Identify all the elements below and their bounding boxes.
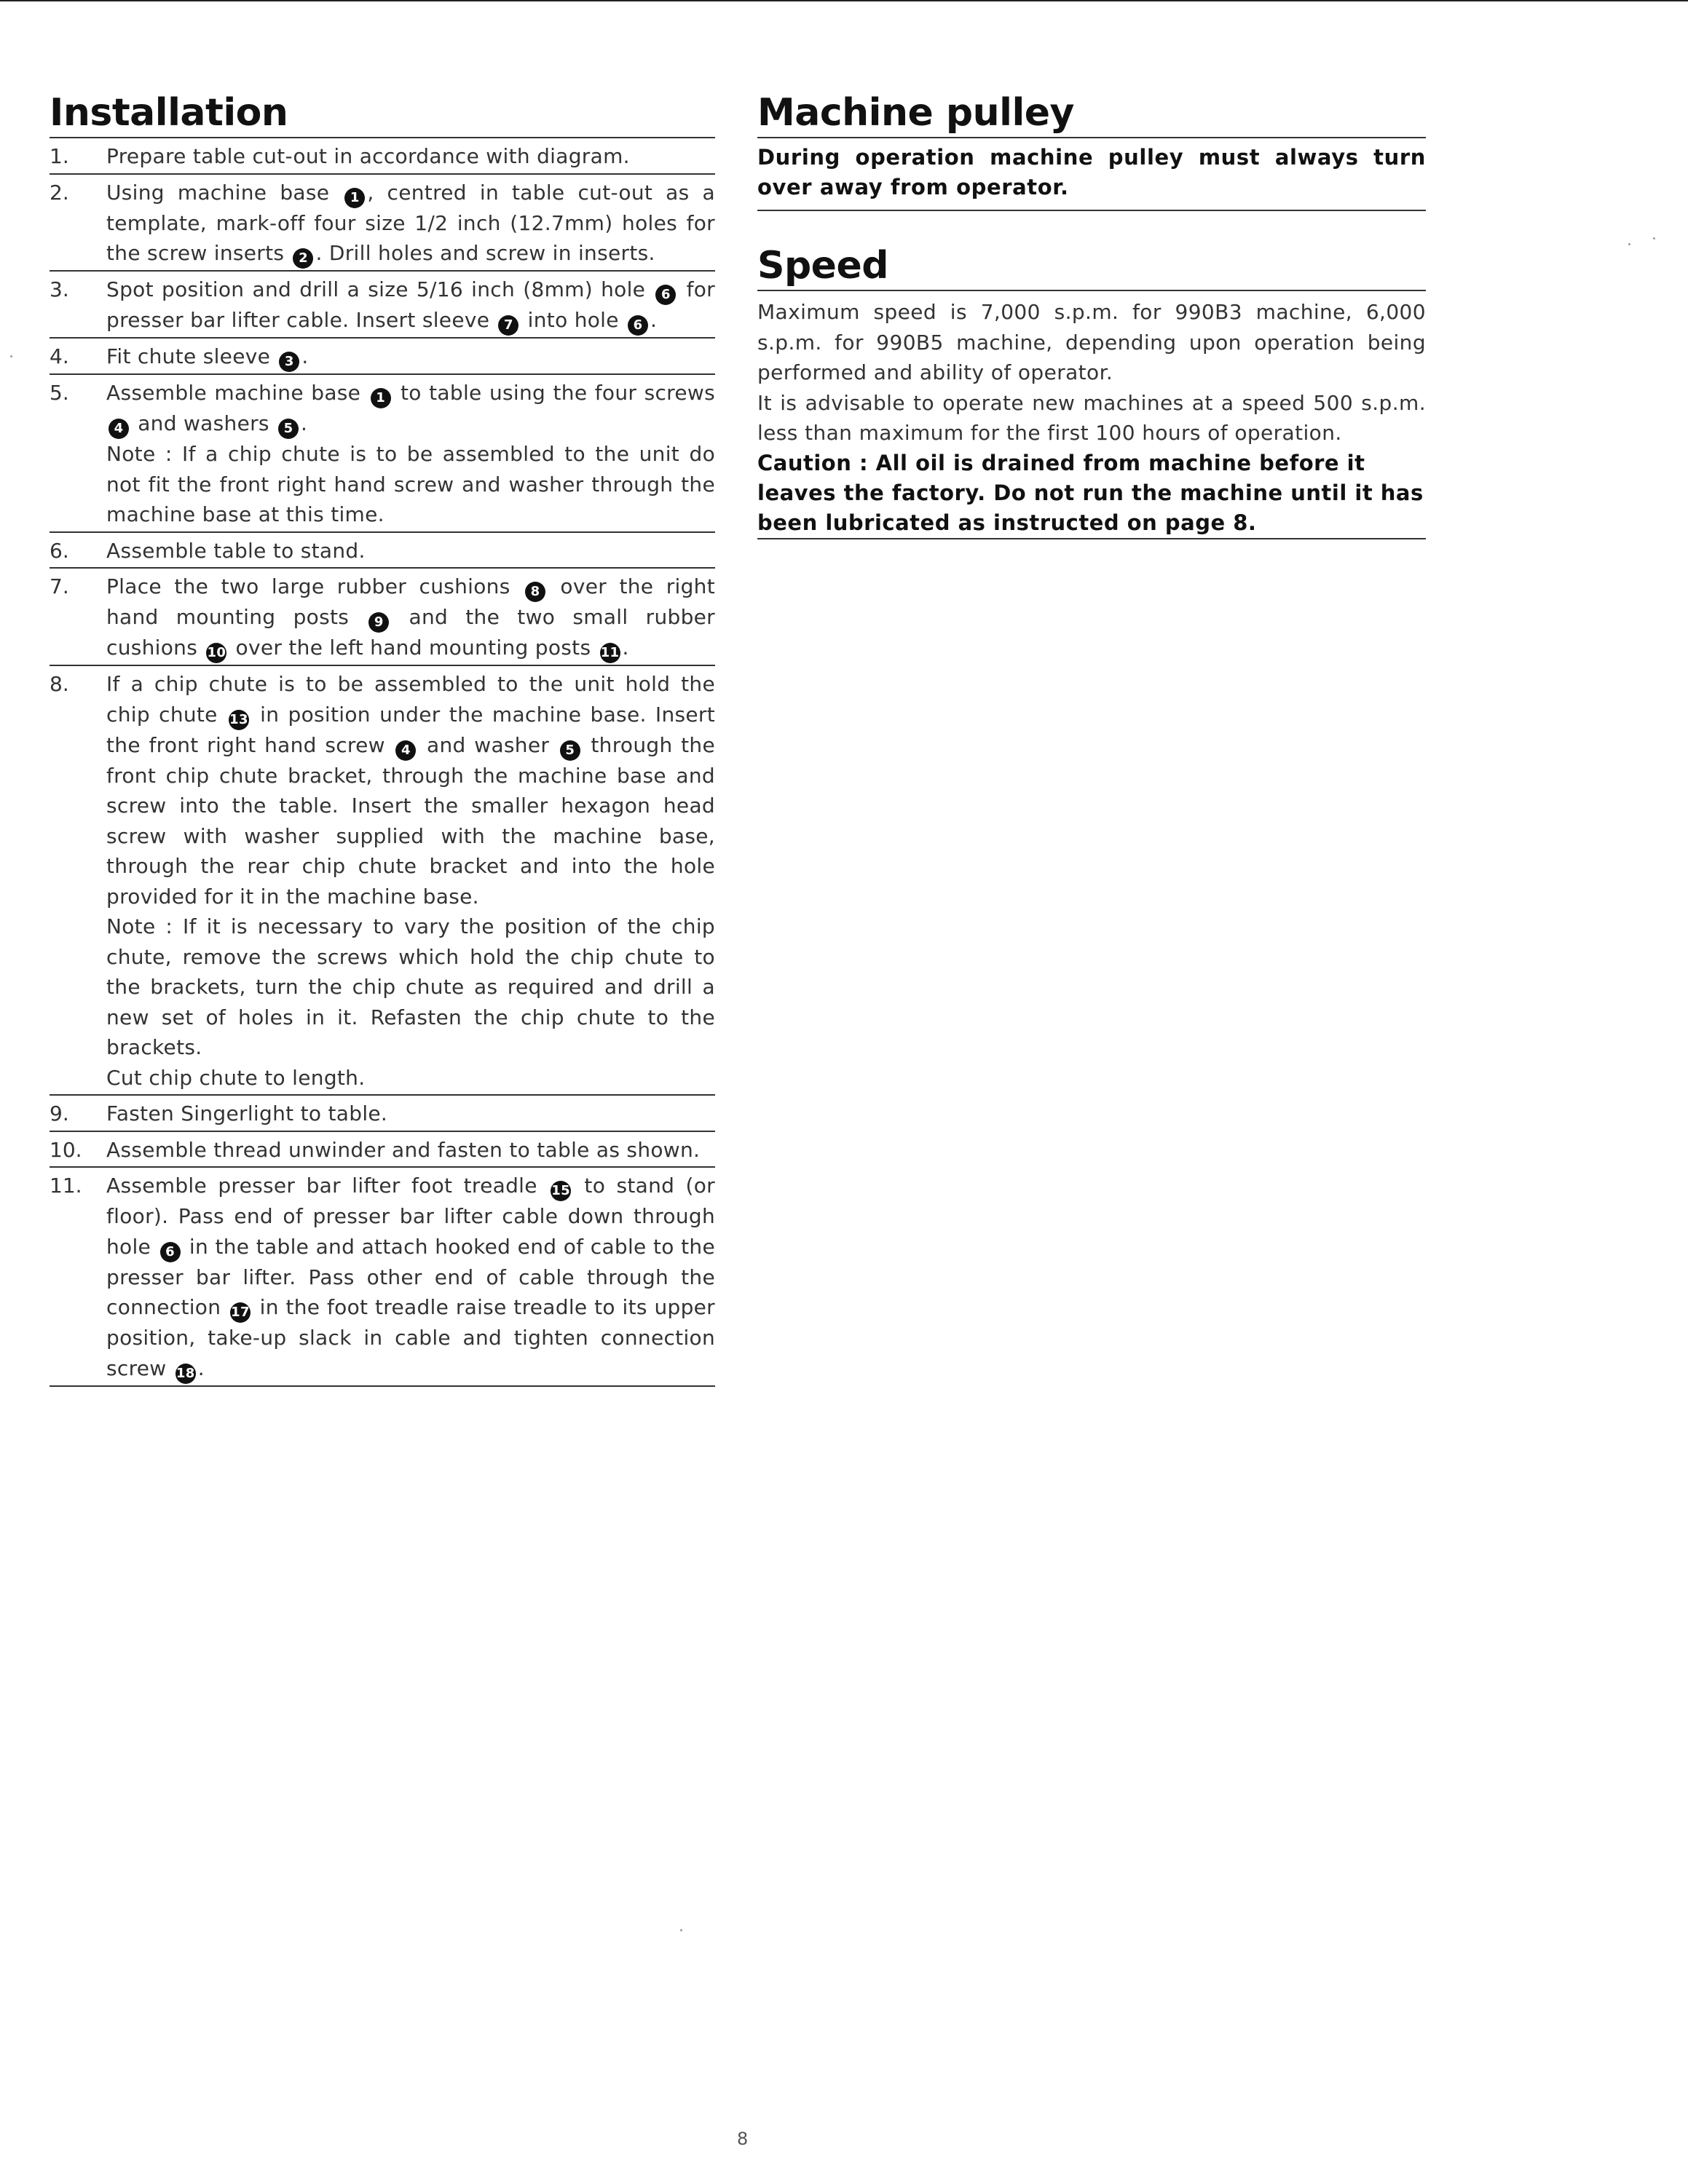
part-number-badge: 10 bbox=[206, 643, 226, 663]
scan-speck bbox=[680, 1929, 682, 1931]
speed-paragraph-2: It is advisable to operate new machines at a speed 500 s.p.m. less than maximum for the first 100 hours of operation. bbox=[757, 390, 1426, 445]
step-text bbox=[106, 571, 715, 663]
part-number-badge: 5 bbox=[560, 740, 580, 761]
step-text-fragment: for presser bar lifter cable. Insert sleeve bbox=[106, 277, 715, 332]
part-number-badge: 6 bbox=[160, 1242, 181, 1262]
caution-rule bbox=[757, 538, 1426, 539]
step-number: 1. bbox=[50, 144, 69, 168]
pulley-text: During operation machine pulley must always turn over away from operator. bbox=[757, 145, 1426, 199]
part-number-badge: 6 bbox=[655, 285, 676, 305]
caution-text: : All oil is drained from machine before it leaves the factory. Do not run the machine until it has been lubricated as instructed on page 8. bbox=[757, 450, 1424, 535]
speed-box bbox=[757, 290, 1426, 539]
step-number: 7. bbox=[50, 574, 69, 598]
scan-speck bbox=[1628, 243, 1630, 245]
step-text-fragment: . bbox=[301, 344, 309, 368]
step-text-fragment: in the foot treadle raise treadle to its upper position, take-up slack in cable and tighten connection screw bbox=[106, 1295, 715, 1380]
step-text-fragment: and washer bbox=[418, 732, 558, 757]
step-text-fragment: to table using the four screws bbox=[393, 381, 715, 405]
step-number: 3. bbox=[50, 277, 69, 301]
step-text-fragment: , centred in table cut-out as a template, mark-off four size 1/2 inch (12.7mm) holes for the screw inserts bbox=[106, 180, 715, 265]
step-body bbox=[106, 378, 715, 530]
step-text-fragment: and the two small rubber cushions bbox=[106, 605, 715, 660]
step-number: 2. bbox=[50, 180, 69, 205]
step-number: 5. bbox=[50, 381, 69, 405]
installation-step bbox=[50, 138, 715, 175]
step-note: Note : If it is necessary to vary the position of the chip chute, remove the screws which hold the chip chute to the brackets, turn the chip chute as required and drill a new set of holes in it. Refasten the chip chute to the brackets. bbox=[106, 914, 715, 1059]
installation-step bbox=[50, 375, 715, 533]
caution-label: Caution bbox=[757, 450, 852, 475]
step-text bbox=[106, 178, 715, 269]
step-text bbox=[106, 274, 715, 336]
installation-title: Installation bbox=[50, 91, 288, 135]
installation-step bbox=[50, 569, 715, 666]
part-number-badge: 15 bbox=[551, 1181, 571, 1201]
pulley-title: Machine pulley bbox=[757, 91, 1074, 135]
installation-steps bbox=[50, 137, 715, 1387]
step-text bbox=[106, 669, 715, 911]
step-text-fragment: Place the two large rubber cushions bbox=[106, 574, 524, 598]
step-number: 6. bbox=[50, 538, 69, 563]
step-text-fragment: . Drill holes and screw in inserts. bbox=[315, 241, 655, 265]
speed-title: Speed bbox=[757, 244, 888, 288]
part-number-badge: 5 bbox=[278, 419, 299, 439]
step-text-fragment: in position under the machine base. Insert the front right hand screw bbox=[106, 702, 716, 757]
installation-step bbox=[50, 1132, 715, 1168]
right-column bbox=[757, 89, 1426, 539]
step-text-fragment: . bbox=[197, 1356, 205, 1380]
installation-step bbox=[50, 175, 715, 272]
step-text-fragment: If a chip chute is to be assembled to the unit hold the chip chute bbox=[106, 672, 715, 727]
part-number-badge: 18 bbox=[175, 1364, 196, 1384]
part-number-badge: 9 bbox=[368, 612, 389, 633]
step-body bbox=[106, 1135, 715, 1166]
part-number-badge: 4 bbox=[109, 419, 129, 439]
part-number-badge: 1 bbox=[371, 388, 391, 408]
step-number: 4. bbox=[50, 344, 69, 368]
step-body bbox=[106, 274, 715, 336]
installation-step bbox=[50, 339, 715, 375]
part-number-badge: 17 bbox=[230, 1302, 251, 1323]
installation-step bbox=[50, 533, 715, 569]
part-number-badge: 4 bbox=[395, 740, 416, 761]
step-number: 10. bbox=[50, 1137, 82, 1162]
step-text-fragment: Assemble machine base bbox=[106, 381, 368, 405]
step-body bbox=[106, 669, 715, 1093]
step-body bbox=[106, 178, 715, 269]
speed-paragraph-1: Maximum speed is 7,000 s.p.m. for 990B3 machine, 6,000 s.p.m. for 990B5 machine, depending upon operation being performed and ability of operator. bbox=[757, 300, 1426, 384]
page-number: 8 bbox=[737, 2129, 749, 2149]
part-number-badge: 6 bbox=[628, 315, 648, 336]
step-text-fragment: Spot position and drill a size 5/16 inch (8mm) hole bbox=[106, 277, 654, 301]
step-text-fragment: . bbox=[650, 308, 658, 332]
part-number-badge: 8 bbox=[525, 582, 545, 602]
step-text-fragment: into hole bbox=[521, 308, 626, 332]
step-text bbox=[106, 378, 715, 439]
step-text bbox=[106, 1171, 715, 1384]
step-text-fragment: through the front chip chute bracket, through the machine base and screw into the table. Insert the smaller hexagon head screw with washer supplied with the machine base, through the rear chip chute bracket and into the hole provided for it in the machine base. bbox=[106, 732, 715, 909]
step-text: Assemble thread unwinder and fasten to table as shown. bbox=[106, 1137, 701, 1162]
step-extra: Cut chip chute to length. bbox=[106, 1065, 366, 1090]
step-number: 8. bbox=[50, 672, 69, 696]
step-number: 9. bbox=[50, 1101, 69, 1125]
step-body bbox=[106, 341, 715, 372]
step-text-fragment: and washers bbox=[131, 411, 276, 435]
installation-step bbox=[50, 272, 715, 339]
step-text: Prepare table cut-out in accordance with diagram. bbox=[106, 144, 630, 168]
step-text-fragment: in the table and attach hooked end of cable to the presser bar lifter. Pass other end of cable through the connection bbox=[106, 1234, 715, 1319]
step-text-fragment: Fit chute sleeve bbox=[106, 344, 277, 368]
step-text-fragment: to stand (or floor). Pass end of presser bar lifter cable down through hole bbox=[106, 1174, 715, 1259]
installation-section bbox=[50, 89, 715, 1387]
step-text-fragment: Using machine base bbox=[106, 180, 343, 205]
step-text-fragment: Assemble presser bar lifter foot treadle bbox=[106, 1174, 549, 1198]
step-body bbox=[106, 1171, 715, 1384]
step-text bbox=[106, 341, 715, 372]
step-text: Fasten Singerlight to table. bbox=[106, 1101, 388, 1125]
installation-step bbox=[50, 1168, 715, 1387]
step-body bbox=[106, 141, 715, 172]
caution-paragraph bbox=[757, 448, 1426, 538]
part-number-badge: 13 bbox=[229, 710, 249, 730]
top-rule bbox=[0, 0, 1688, 1]
step-body bbox=[106, 536, 715, 566]
step-note: Note : If a chip chute is to be assembled to the unit do not fit the front right hand screw and washer through the machine base at this time. bbox=[106, 442, 715, 526]
step-number: 11. bbox=[50, 1174, 82, 1198]
scan-speck bbox=[10, 355, 12, 357]
step-text-fragment: . bbox=[301, 411, 308, 435]
scan-speck bbox=[1653, 237, 1655, 240]
part-number-badge: 1 bbox=[344, 188, 365, 208]
step-text-fragment: over the right hand mounting posts bbox=[106, 574, 715, 629]
step-body bbox=[106, 571, 715, 663]
part-number-badge: 7 bbox=[498, 315, 518, 336]
installation-step bbox=[50, 666, 715, 1096]
step-text: Assemble table to stand. bbox=[106, 538, 366, 563]
installation-step bbox=[50, 1096, 715, 1132]
part-number-badge: 2 bbox=[293, 248, 313, 269]
step-body bbox=[106, 1099, 715, 1129]
pulley-box bbox=[757, 137, 1426, 211]
step-text-fragment: over the left hand mounting posts bbox=[229, 636, 598, 660]
step-text-fragment: . bbox=[622, 636, 629, 660]
part-number-badge: 3 bbox=[279, 352, 299, 372]
part-number-badge: 11 bbox=[600, 643, 620, 663]
